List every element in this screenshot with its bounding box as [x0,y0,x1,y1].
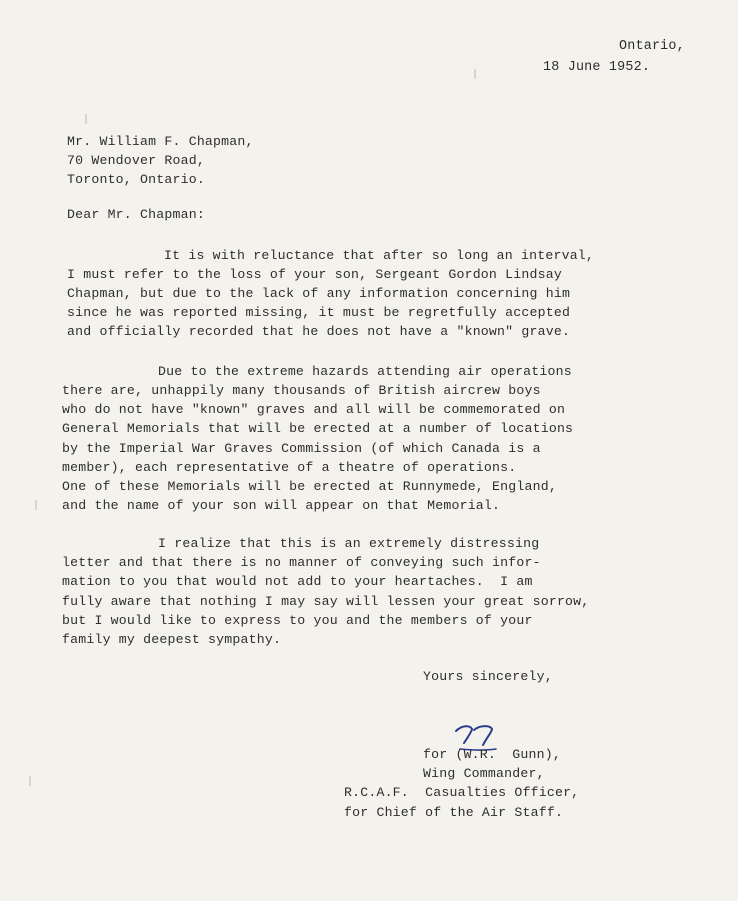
paragraph-line: member), each representative of a theatre of operations. [62,460,517,475]
recipient-city: Toronto, Ontario. [67,172,205,187]
paragraph-line: One of these Memorials will be erected at Runnymede, England, [62,479,557,494]
paragraph-line: since he was reported missing, it must be regretfully accepted [67,305,571,320]
paragraph-line: Due to the extreme hazards attending air operations [158,364,572,379]
paragraph-line: I realize that this is an extremely distressing [158,536,540,551]
paragraph-line: fully aware that nothing I may say will lessen your great sorrow, [62,594,590,609]
paper-mark [85,114,87,124]
place-line: Ontario, [619,39,685,54]
paragraph-line: by the Imperial War Graves Commission (of which Canada is a [62,441,541,456]
paragraph-line: and the name of your son will appear on that Memorial. [62,498,501,513]
paragraph-line: but I would like to express to you and the members of your [62,613,533,628]
paragraph-line: mation to you that would not add to your heartaches. I am [62,574,533,589]
paper-mark [29,776,31,786]
paper-mark [35,500,37,510]
paragraph-line: there are, unhappily many thousands of British aircrew boys [62,383,541,398]
paragraph-line: Chapman, but due to the lack of any information concerning him [67,286,571,301]
paragraph-line: I must refer to the loss of your son, Sergeant Gordon Lindsay [67,267,562,282]
paragraph-line: It is with reluctance that after so long an interval, [164,248,595,263]
paper-mark [474,69,476,79]
paragraph-line: who do not have "known" graves and all will be commemorated on [62,402,566,417]
recipient-street: 70 Wendover Road, [67,153,205,168]
paragraph-line: and officially recorded that he does not have a "known" grave. [67,324,571,339]
date-line: 18 June 1952. [543,60,651,75]
signature-line: for (W.R. Gunn), [423,747,561,762]
closing-line: Yours sincerely, [423,669,553,684]
paragraph-line: family my deepest sympathy. [62,632,282,647]
signature-line: for Chief of the Air Staff. [344,805,564,820]
paragraph-line: General Memorials that will be erected at a number of locations [62,421,574,436]
salutation: Dear Mr. Chapman: [67,207,205,222]
paragraph-line: letter and that there is no manner of conveying such infor- [62,555,541,570]
signature-line: R.C.A.F. Casualties Officer, [344,785,580,800]
recipient-name: Mr. William F. Chapman, [67,134,254,149]
signature-line: Wing Commander, [423,766,545,781]
